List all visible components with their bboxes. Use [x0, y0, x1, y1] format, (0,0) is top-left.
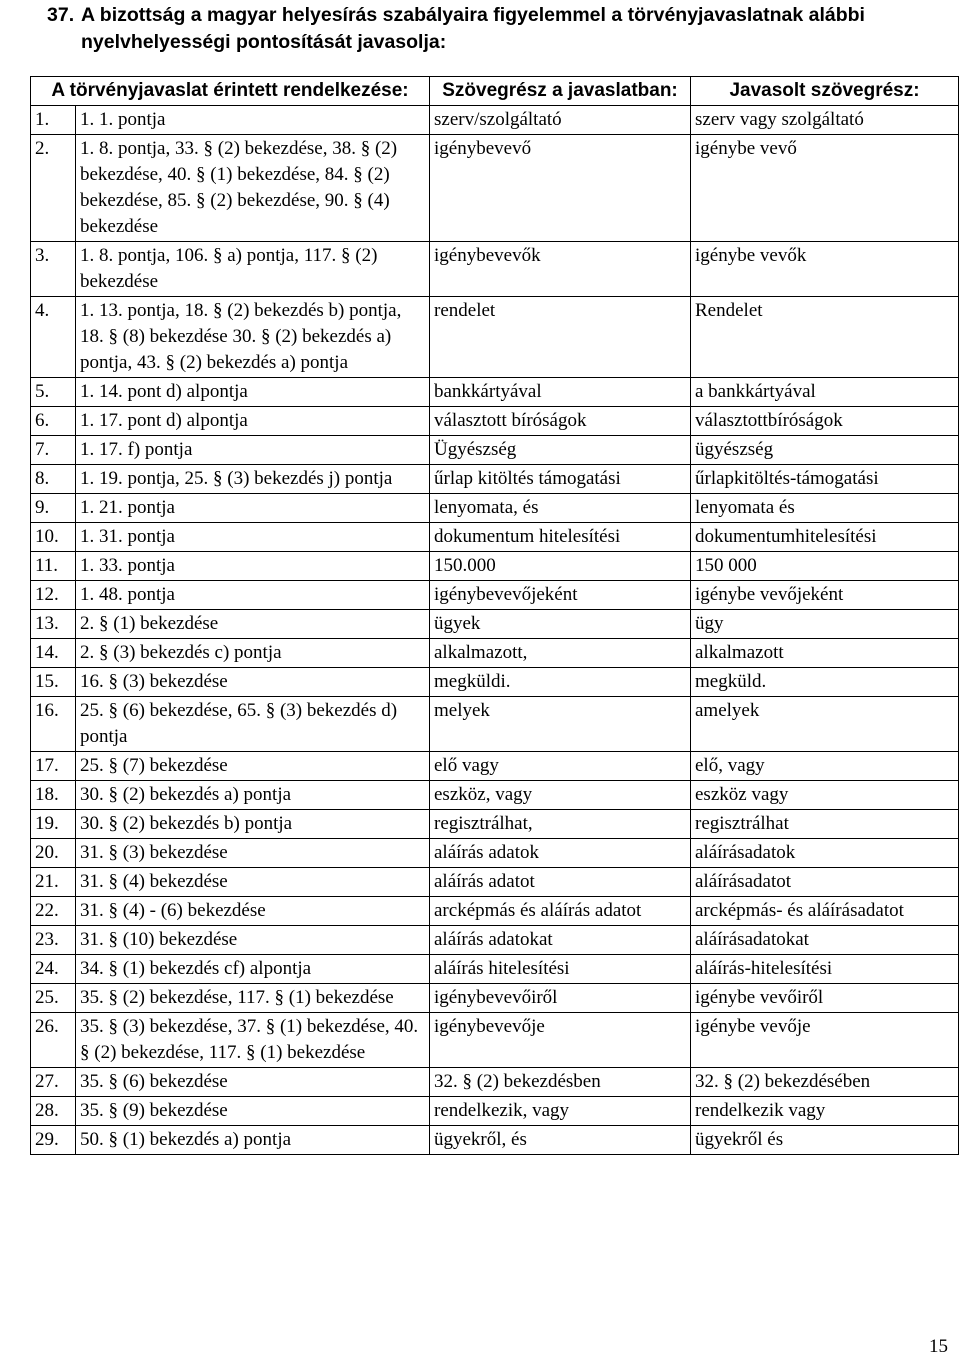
row-original-text: regisztrálhat,	[430, 810, 691, 839]
table-row	[31, 581, 959, 610]
row-number: 20.	[31, 839, 76, 868]
row-provision: 30. § (2) bekezdés b) pontja	[76, 810, 430, 839]
row-provision: 31. § (10) bekezdése	[76, 926, 430, 955]
row-original-text: ügyek	[430, 610, 691, 639]
row-original-text: űrlap kitöltés támogatási	[430, 465, 691, 494]
table-row	[31, 752, 959, 781]
row-provision: 35. § (3) bekezdése, 37. § (1) bekezdése, 40. § (2) bekezdése, 117. § (1) bekezdése	[76, 1013, 430, 1068]
row-number: 26.	[31, 1013, 76, 1068]
row-original-text: bankkártyával	[430, 378, 691, 407]
row-number: 18.	[31, 781, 76, 810]
table-row	[31, 810, 959, 839]
section-heading-line1: A bizottság a magyar helyesírás szabályaira figyelemmel a törvényjavaslatnak alábbi	[81, 4, 865, 26]
row-number: 12.	[31, 581, 76, 610]
row-number: 23.	[31, 926, 76, 955]
row-original-text: Ügyészség	[430, 436, 691, 465]
row-provision: 25. § (7) bekezdése	[76, 752, 430, 781]
row-provision: 50. § (1) bekezdés a) pontja	[76, 1126, 430, 1155]
row-number: 13.	[31, 610, 76, 639]
row-number: 16.	[31, 697, 76, 752]
row-number: 11.	[31, 552, 76, 581]
row-provision: 2. § (1) bekezdése	[76, 610, 430, 639]
table-row	[31, 552, 959, 581]
row-provision: 30. § (2) bekezdés a) pontja	[76, 781, 430, 810]
row-original-text: választott bíróságok	[430, 407, 691, 436]
row-number: 7.	[31, 436, 76, 465]
row-proposed-text: aláírás-hitelesítési	[691, 955, 959, 984]
row-original-text: eszköz, vagy	[430, 781, 691, 810]
row-proposed-text: rendelkezik vagy	[691, 1097, 959, 1126]
row-original-text: igénybevevője	[430, 1013, 691, 1068]
row-proposed-text: amelyek	[691, 697, 959, 752]
row-proposed-text: elő, vagy	[691, 752, 959, 781]
row-provision: 1. 21. pontja	[76, 494, 430, 523]
row-number: 3.	[31, 242, 76, 297]
section-number: 37.	[47, 4, 75, 26]
row-original-text: aláírás adatok	[430, 839, 691, 868]
row-number: 25.	[31, 984, 76, 1013]
table-row	[31, 106, 959, 135]
row-proposed-text: eszköz vagy	[691, 781, 959, 810]
row-number: 21.	[31, 868, 76, 897]
table-header-row	[31, 77, 959, 106]
row-provision: 25. § (6) bekezdése, 65. § (3) bekezdés d) pontja	[76, 697, 430, 752]
row-provision: 2. § (3) bekezdés c) pontja	[76, 639, 430, 668]
row-original-text: lenyomata, és	[430, 494, 691, 523]
row-provision: 1. 14. pont d) alpontja	[76, 378, 430, 407]
row-number: 22.	[31, 897, 76, 926]
row-number: 1.	[31, 106, 76, 135]
table-row	[31, 668, 959, 697]
table-body	[31, 106, 959, 1155]
table-row	[31, 984, 959, 1013]
row-proposed-text: igénybe vevő	[691, 135, 959, 242]
table-row	[31, 868, 959, 897]
row-number: 19.	[31, 810, 76, 839]
row-proposed-text: dokumentumhitelesítési	[691, 523, 959, 552]
row-provision: 1. 8. pontja, 106. § a) pontja, 117. § (2) bekezdése	[76, 242, 430, 297]
table-row	[31, 1097, 959, 1126]
row-number: 4.	[31, 297, 76, 378]
table-row	[31, 1126, 959, 1155]
row-provision: 31. § (4) - (6) bekezdése	[76, 897, 430, 926]
row-provision: 1. 48. pontja	[76, 581, 430, 610]
row-original-text: igénybevevők	[430, 242, 691, 297]
row-proposed-text: 32. § (2) bekezdésében	[691, 1068, 959, 1097]
row-provision: 1. 19. pontja, 25. § (3) bekezdés j) pontja	[76, 465, 430, 494]
row-number: 15.	[31, 668, 76, 697]
row-provision: 1. 31. pontja	[76, 523, 430, 552]
row-number: 5.	[31, 378, 76, 407]
row-number: 28.	[31, 1097, 76, 1126]
row-number: 8.	[31, 465, 76, 494]
row-provision: 1. 8. pontja, 33. § (2) bekezdése, 38. § (2) bekezdése, 40. § (1) bekezdése, 84. § (2) bekezdése, 85. § (2) bekezdése, 90. § (4) bekezdése	[76, 135, 430, 242]
row-original-text: arcképmás és aláírás adatot	[430, 897, 691, 926]
table-row	[31, 465, 959, 494]
row-original-text: aláírás hitelesítési	[430, 955, 691, 984]
table-row	[31, 610, 959, 639]
row-number: 14.	[31, 639, 76, 668]
row-provision: 35. § (9) bekezdése	[76, 1097, 430, 1126]
row-proposed-text: alkalmazott	[691, 639, 959, 668]
row-original-text: aláírás adatokat	[430, 926, 691, 955]
table-row	[31, 407, 959, 436]
row-proposed-text: aláírásadatok	[691, 839, 959, 868]
row-proposed-text: arcképmás- és aláírásadatot	[691, 897, 959, 926]
row-original-text: 150.000	[430, 552, 691, 581]
row-provision: 35. § (6) bekezdése	[76, 1068, 430, 1097]
row-original-text: szerv/szolgáltató	[430, 106, 691, 135]
row-proposed-text: a bankkártyával	[691, 378, 959, 407]
row-proposed-text: regisztrálhat	[691, 810, 959, 839]
table-row	[31, 242, 959, 297]
table-row	[31, 639, 959, 668]
row-original-text: rendelet	[430, 297, 691, 378]
table-row	[31, 297, 959, 378]
table-row	[31, 781, 959, 810]
row-number: 27.	[31, 1068, 76, 1097]
section-heading	[47, 2, 947, 56]
row-number: 2.	[31, 135, 76, 242]
row-proposed-text: igénybe vevője	[691, 1013, 959, 1068]
row-provision: 16. § (3) bekezdése	[76, 668, 430, 697]
row-number: 17.	[31, 752, 76, 781]
row-proposed-text: ügyekről és	[691, 1126, 959, 1155]
row-original-text: igénybevevő	[430, 135, 691, 242]
table-row	[31, 378, 959, 407]
row-provision: 1. 13. pontja, 18. § (2) bekezdés b) pontja, 18. § (8) bekezdése 30. § (2) bekezdés a) pontja, 43. § (2) bekezdés a) pontja	[76, 297, 430, 378]
row-original-text: ügyekről, és	[430, 1126, 691, 1155]
row-number: 6.	[31, 407, 76, 436]
row-provision: 1. 33. pontja	[76, 552, 430, 581]
row-original-text: melyek	[430, 697, 691, 752]
row-proposed-text: Rendelet	[691, 297, 959, 378]
row-original-text: 32. § (2) bekezdésben	[430, 1068, 691, 1097]
row-original-text: igénybevevőiről	[430, 984, 691, 1013]
row-original-text: megküldi.	[430, 668, 691, 697]
header-provision: A törvényjavaslat érintett rendelkezése:	[31, 77, 430, 106]
row-original-text: rendelkezik, vagy	[430, 1097, 691, 1126]
table-row	[31, 955, 959, 984]
row-proposed-text: választottbíróságok	[691, 407, 959, 436]
row-provision: 1. 17. f) pontja	[76, 436, 430, 465]
amendment-table	[30, 76, 959, 1155]
row-proposed-text: aláírásadatot	[691, 868, 959, 897]
table-row	[31, 494, 959, 523]
row-provision: 31. § (4) bekezdése	[76, 868, 430, 897]
page-number: 15	[929, 1336, 948, 1357]
row-proposed-text: igénybe vevőiről	[691, 984, 959, 1013]
header-original-text: Szövegrész a javaslatban:	[430, 77, 691, 106]
row-original-text: elő vagy	[430, 752, 691, 781]
row-number: 29.	[31, 1126, 76, 1155]
row-provision: 35. § (2) bekezdése, 117. § (1) bekezdése	[76, 984, 430, 1013]
row-provision: 31. § (3) bekezdése	[76, 839, 430, 868]
row-proposed-text: űrlapkitöltés-támogatási	[691, 465, 959, 494]
row-proposed-text: igénybe vevőjeként	[691, 581, 959, 610]
row-original-text: igénybevevőjeként	[430, 581, 691, 610]
row-number: 24.	[31, 955, 76, 984]
row-proposed-text: ügy	[691, 610, 959, 639]
row-number: 9.	[31, 494, 76, 523]
table-row	[31, 1068, 959, 1097]
table-row	[31, 135, 959, 242]
table-row	[31, 1013, 959, 1068]
row-proposed-text: szerv vagy szolgáltató	[691, 106, 959, 135]
row-provision: 1. 1. pontja	[76, 106, 430, 135]
row-number: 10.	[31, 523, 76, 552]
section-heading-line2: nyelvhelyességi pontosítását javasolja:	[81, 31, 447, 53]
table-row	[31, 926, 959, 955]
row-provision: 1. 17. pont d) alpontja	[76, 407, 430, 436]
row-original-text: alkalmazott,	[430, 639, 691, 668]
table-row	[31, 839, 959, 868]
table-row	[31, 897, 959, 926]
row-provision: 34. § (1) bekezdés cf) alpontja	[76, 955, 430, 984]
row-original-text: aláírás adatot	[430, 868, 691, 897]
row-proposed-text: igénybe vevők	[691, 242, 959, 297]
row-proposed-text: 150 000	[691, 552, 959, 581]
row-proposed-text: lenyomata és	[691, 494, 959, 523]
table-row	[31, 697, 959, 752]
header-proposed-text: Javasolt szövegrész:	[691, 77, 959, 106]
table-row	[31, 523, 959, 552]
table-row	[31, 436, 959, 465]
row-original-text: dokumentum hitelesítési	[430, 523, 691, 552]
row-proposed-text: aláírásadatokat	[691, 926, 959, 955]
row-proposed-text: megküld.	[691, 668, 959, 697]
row-proposed-text: ügyészség	[691, 436, 959, 465]
